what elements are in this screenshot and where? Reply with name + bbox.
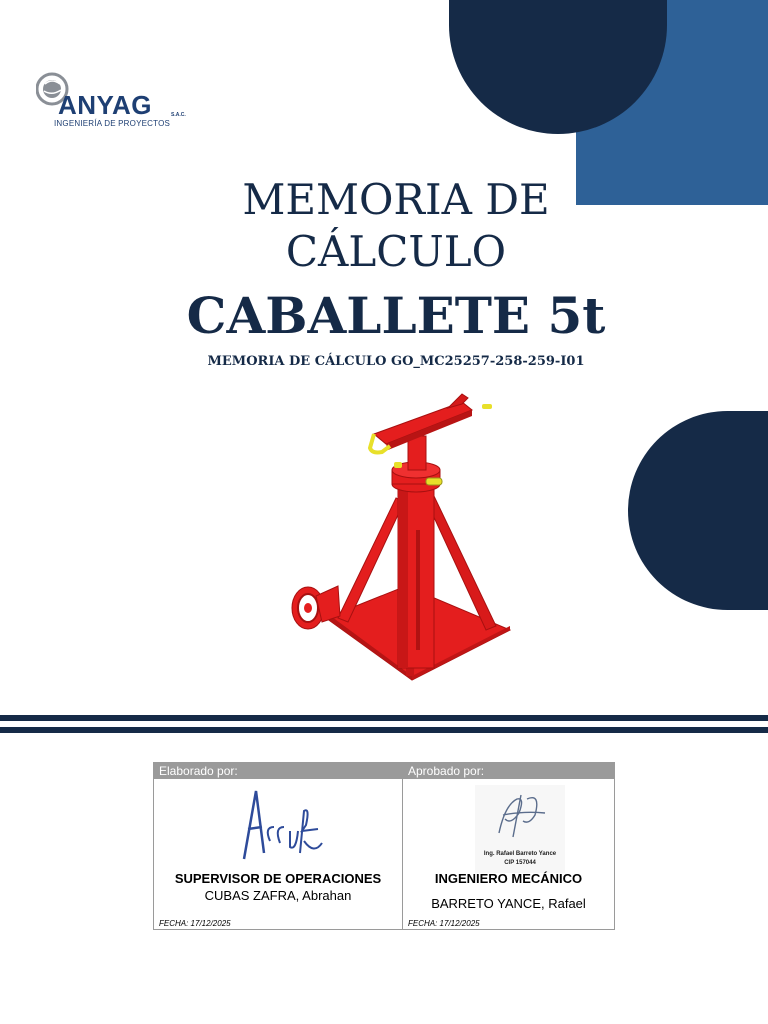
signature-engineer — [475, 785, 565, 845]
jack-stand-illustration — [286, 390, 516, 682]
title-line-1: MEMORIA DE — [242, 175, 550, 224]
supervisor-name: CUBAS ZAFRA, Abrahan — [204, 888, 352, 903]
approved-by-header: Aprobado por: — [403, 763, 614, 779]
logo-suffix: S.A.C. — [171, 112, 186, 118]
elaborated-by-header: Elaborado por: — [154, 763, 402, 779]
signature-supervisor — [234, 781, 324, 871]
engineer-stamp — [475, 785, 565, 873]
engineer-role: INGENIERO MECÁNICO — [434, 871, 583, 886]
signature-table — [153, 762, 615, 930]
logo-name: ANYAG — [58, 90, 153, 120]
supervisor-role: SUPERVISOR DE OPERACIONES — [174, 871, 382, 886]
company-logo — [36, 72, 196, 132]
engineer-date: FECHA: 17/12/2025 — [408, 919, 480, 928]
approved-by-column — [403, 763, 614, 929]
main-title: CABALLETE 5t — [186, 286, 606, 345]
stamp-name: Ing. Rafael Barreto Yance — [483, 851, 557, 857]
document-code: MEMORIA DE CÁLCULO GO_MC25257-258-259-I01 — [207, 354, 585, 369]
supervisor-date: FECHA: 17/12/2025 — [159, 919, 231, 928]
logo-tagline: INGENIERÍA DE PROYECTOS — [54, 119, 171, 128]
stamp-cip: CIP 157044 — [504, 860, 536, 866]
separator-line-bottom — [0, 727, 768, 733]
elaborated-by-column — [154, 763, 403, 929]
title-line-2: CÁLCULO — [285, 227, 507, 276]
decor-navy-half-circle-right — [628, 411, 768, 610]
engineer-name: BARRETO YANCE, Rafael — [431, 896, 586, 911]
separator-line-top — [0, 715, 768, 721]
